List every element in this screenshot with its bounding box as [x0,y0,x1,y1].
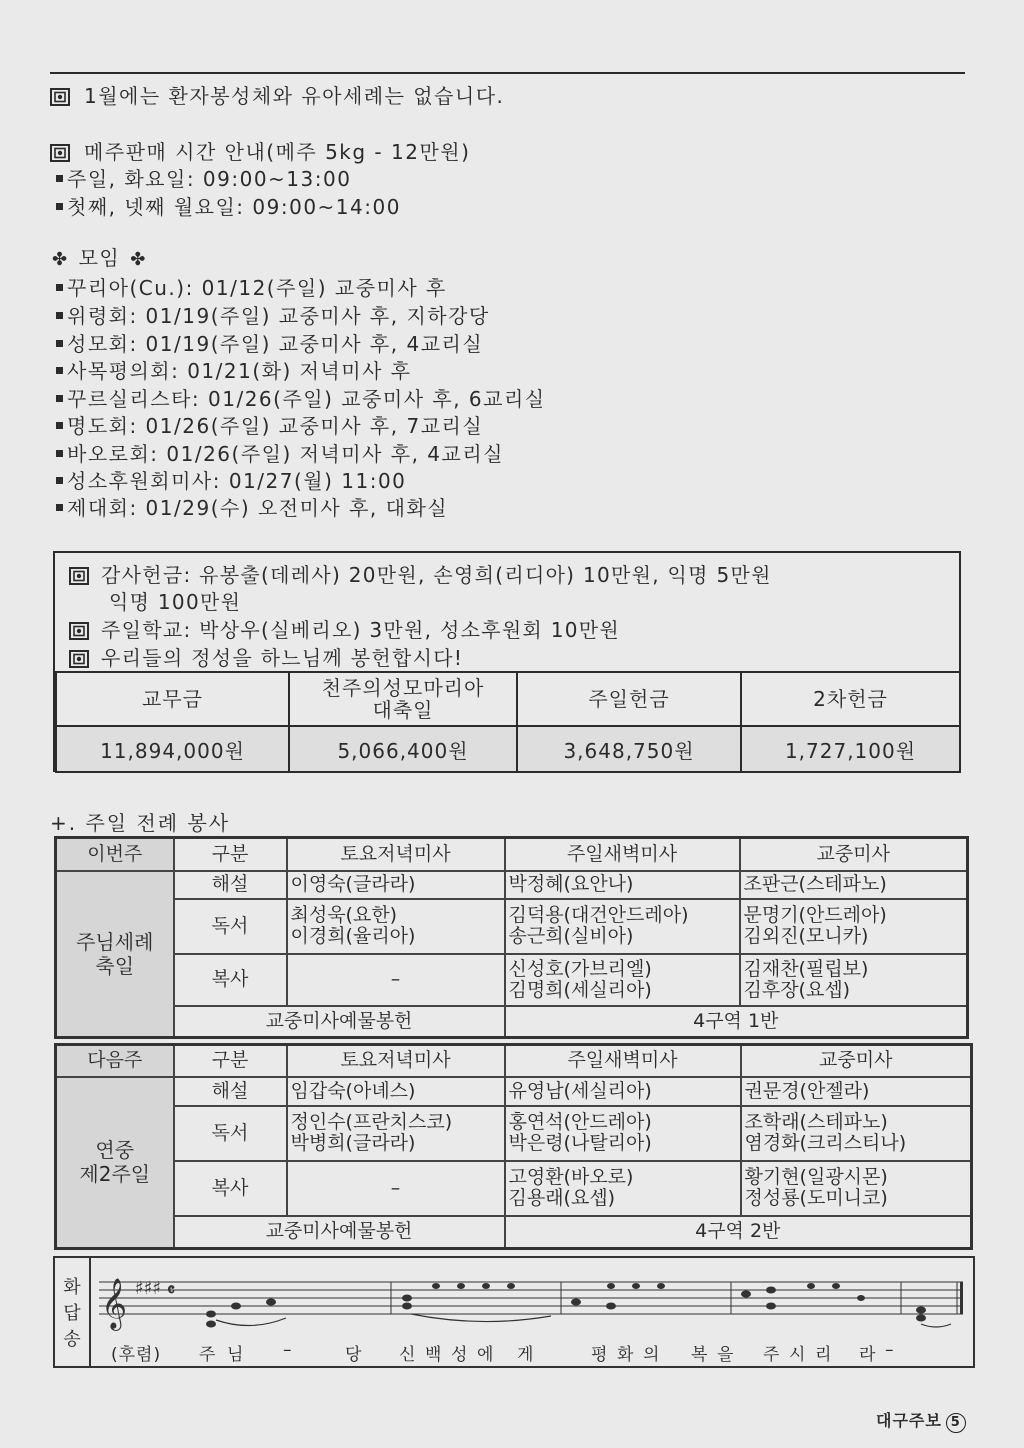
lyric: 시 [789,1345,807,1365]
minister-cell: 권문경(안젤라) [741,1077,972,1106]
minister-cell: 조판근(스테파노) [740,871,968,899]
lyric: – [283,1340,293,1360]
lyric: 을 [717,1345,735,1365]
offertory-label: 교중미사예물봉헌 [174,1216,505,1249]
meeting-item [50,355,412,384]
lyric: 에 [477,1345,495,1365]
psalm-label-char: 답 [63,1303,81,1324]
week-label: 이번주 [56,838,174,871]
lyric: 평 [591,1345,609,1365]
ornament-icon [50,144,70,162]
lyric: 주 [763,1345,781,1365]
column-header: 토요저녁미사 [287,1045,505,1077]
minister-cell [741,1106,972,1161]
offering-header-row [56,672,960,726]
time-signature: 𝄴 [167,1280,176,1301]
meeting-text: 위령회: 01/19(주일) 교중미사 후, 지하강당 [67,304,490,328]
offering-value: 1,727,100원 [741,726,960,772]
sunday-school-text: 주일학교: 박상우(실베리오) 3만원, 성소후원회 10만원 [101,618,621,642]
table-header-row [56,838,968,871]
minister-name: 정인수(프란치스코) [290,1111,453,1133]
table-header-row [56,1045,972,1077]
ornament-icon [69,650,89,668]
minister-cell [741,1161,972,1216]
role-label: 독서 [174,1106,287,1161]
this-week-table [54,836,969,1039]
lyric: 리 [815,1345,833,1365]
bullet-icon [56,367,63,374]
offering-value: 5,066,400원 [289,726,517,772]
minister-cell [287,899,505,954]
minister-cell [505,954,740,1006]
sunday-school-offering [69,614,620,643]
minister-cell: 임갑숙(아녜스) [287,1077,505,1106]
meeting-item [50,438,504,467]
week-label: 다음주 [56,1045,174,1077]
minister-name: 문명기(안드레아) [743,904,887,926]
table-row [56,954,968,1006]
thanks-offering-text: 감사헌금: 유봉출(데레사) 20만원, 손영희(리디아) 10만원, 익명 5만원 [101,563,772,587]
top-rule [50,72,965,74]
offering-value-row [56,726,960,772]
meeting-item [50,328,483,357]
bullet-icon [56,340,63,347]
bullet-icon [56,203,63,210]
minister-cell [740,899,968,954]
role-label: 복사 [174,1161,287,1216]
meeting-item [50,465,406,494]
lyric: 복 [691,1345,709,1365]
bullet-icon [56,422,63,429]
minister-name: 정성룡(도미니코) [744,1187,888,1209]
minister-name: 이경희(율리아) [290,925,416,947]
meeting-item [50,300,490,329]
meju-title [50,136,470,165]
psalm-label-char: 화 [63,1277,81,1298]
thanks-offering-cont: 익명 100만원 [109,590,242,614]
minister-cell [505,1106,741,1161]
minister-name: 황기현(일광시몬) [744,1166,888,1188]
offering-header: 교무금 [56,672,289,726]
offering-box [53,551,961,772]
role-label: 복사 [174,954,287,1006]
meeting-item [50,383,546,412]
infant-notice [50,80,504,109]
minister-name: 최성욱(요한) [290,904,398,926]
offering-exhort-text: 우리들의 정성을 하느님께 봉헌합시다! [101,646,464,670]
infant-notice-text: 1월에는 환자봉성체와 유아세례는 없습니다. [84,84,505,108]
column-header: 주일새벽미사 [505,1045,741,1077]
psalm-label [55,1258,91,1366]
minister-cell [740,954,968,1006]
column-header: 토요저녁미사 [287,838,505,871]
lyric: 성 [451,1345,469,1365]
lyric: 님 [227,1345,245,1365]
minister-name: 김후장(요셉) [743,978,851,1001]
meeting-text: 꾸르실리스타: 01/26(주일) 교중미사 후, 6교리실 [67,387,546,411]
meju-time [50,163,351,192]
minister-cell: 이영숙(글라라) [287,871,505,899]
lyric: 라 [859,1345,877,1365]
responsorial-psalm [53,1256,975,1368]
sharp-icon: ♯♯♯ [135,1278,162,1299]
offering-header-line: 천주의성모마리아 [321,676,485,700]
ornament-icon [69,567,89,585]
role-label: 독서 [174,899,287,954]
lyric: 당 [345,1345,363,1365]
thanks-offering [69,559,772,588]
table-row [56,899,968,954]
bullet-icon [56,284,63,291]
lyric: 화 [617,1345,635,1365]
minister-name: 염경화(크리스티나) [744,1132,907,1154]
bullet-icon [56,477,63,484]
offering-exhort [69,642,463,671]
feast-line: 제2주일 [79,1162,151,1187]
offertory-value: 4구역 1반 [505,1006,968,1038]
column-header: 구분 [174,838,287,871]
minister-name: 김용래(요셉) [508,1187,616,1209]
minister-name: 박은령(나탈리아) [508,1132,652,1154]
minister-cell: 유영남(세실리아) [505,1077,741,1106]
table-row [56,1161,972,1216]
meju-time-text: 첫째, 넷째 월요일: 09:00~14:00 [67,195,401,219]
minister-cell: – [287,954,505,1006]
lyric: 백 [425,1345,443,1365]
bullet-icon [56,395,63,402]
next-week-table [54,1043,973,1250]
feast-name [56,871,174,1038]
meju-time-text: 주일, 화요일: 09:00~13:00 [67,167,352,191]
minister-name: 김덕용(대건안드레아) [508,904,689,926]
offering-header: 주일헌금 [517,672,741,726]
lyric: (후렴) [111,1345,162,1365]
meeting-text: 명도회: 01/26(주일) 교중미사 후, 7교리실 [67,414,484,438]
page-number: 5 [946,1413,966,1433]
minister-name: 송근희(실비아) [508,925,634,947]
offering-table [55,671,961,773]
meeting-text: 바오로회: 01/26(주일) 저녁미사 후, 4교리실 [67,442,504,466]
table-row [56,1216,972,1249]
meeting-item [50,410,483,439]
offertory-value: 4구역 2반 [505,1216,972,1249]
table-row [56,1006,968,1038]
clover-icon: ✤ [52,249,69,270]
meetings-title [50,242,147,271]
bullet-icon [56,450,63,457]
meeting-item [50,492,448,521]
feast-line: 연중 [95,1138,135,1163]
lyric: 의 [643,1345,661,1365]
meeting-text: 사목평의회: 01/21(화) 저녁미사 후 [67,359,412,383]
lyric: 게 [517,1345,535,1365]
column-header: 구분 [174,1045,287,1077]
minister-name: 박병희(글라라) [290,1132,416,1154]
bullet-icon [56,504,63,511]
minister-cell: 박정혜(요안나) [505,871,740,899]
meeting-text: 제대회: 01/29(수) 오전미사 후, 대화실 [67,496,449,520]
column-header: 주일새벽미사 [505,838,740,871]
footer [876,1408,966,1433]
meeting-text: 성소후원회미사: 01/27(월) 11:00 [67,469,407,493]
feast-line: 주님세례 [76,929,154,954]
minister-cell [287,1106,505,1161]
role-label: 해설 [174,1077,287,1106]
offering-header [289,672,517,726]
minister-name: 신성호(가브리엘) [508,957,652,980]
clover-icon: ✤ [130,249,147,270]
minister-name: 홍연석(안드레아) [508,1111,652,1133]
liturgy-section-title: +. 주일 전례 봉사 [50,811,231,835]
column-header: 교중미사 [741,1045,972,1077]
minister-cell [505,1161,741,1216]
table-row [56,1077,972,1106]
meetings-title-text: 모임 [78,246,121,270]
lyric: 신 [399,1345,417,1365]
minister-cell [505,899,740,954]
offering-header-line: 대축일 [372,698,434,722]
lyric: 주 [199,1345,217,1365]
ornament-icon [69,622,89,640]
minister-name: 김재찬(필립보) [743,957,869,980]
table-row [56,871,968,899]
minister-name: 김명희(세실리아) [508,978,652,1001]
meeting-text: 성모회: 01/19(주일) 교중미사 후, 4교리실 [67,332,484,356]
offering-header: 2차헌금 [741,672,960,726]
lyric: – [885,1340,895,1360]
offering-value: 3,648,750원 [517,726,741,772]
minister-cell: – [287,1161,505,1216]
meeting-text: 꾸리아(Cu.): 01/12(주일) 교중미사 후 [67,276,447,300]
feast-name [56,1077,174,1249]
meju-title-text: 메주판매 시간 안내(메주 5kg - 12만원) [84,140,471,164]
publication-name: 대구주보 [876,1411,942,1430]
minister-name: 고영환(바오로) [508,1166,634,1188]
column-header: 교중미사 [740,838,968,871]
music-staff [91,1258,971,1338]
minister-name: 조학래(스테파노) [744,1111,888,1133]
minister-name: 김외진(모니카) [743,925,869,947]
role-label: 해설 [174,871,287,899]
treble-clef-icon: 𝄞 [101,1278,128,1329]
offertory-label: 교중미사예물봉헌 [174,1006,505,1038]
psalm-label-char: 송 [63,1329,81,1350]
feast-line: 축일 [95,953,135,978]
bullet-icon [56,175,63,182]
bullet-icon [56,312,63,319]
meju-time [50,191,401,220]
offering-value: 11,894,000원 [56,726,289,772]
ornament-icon [50,88,70,106]
meeting-item [50,272,447,301]
table-row [56,1106,972,1161]
